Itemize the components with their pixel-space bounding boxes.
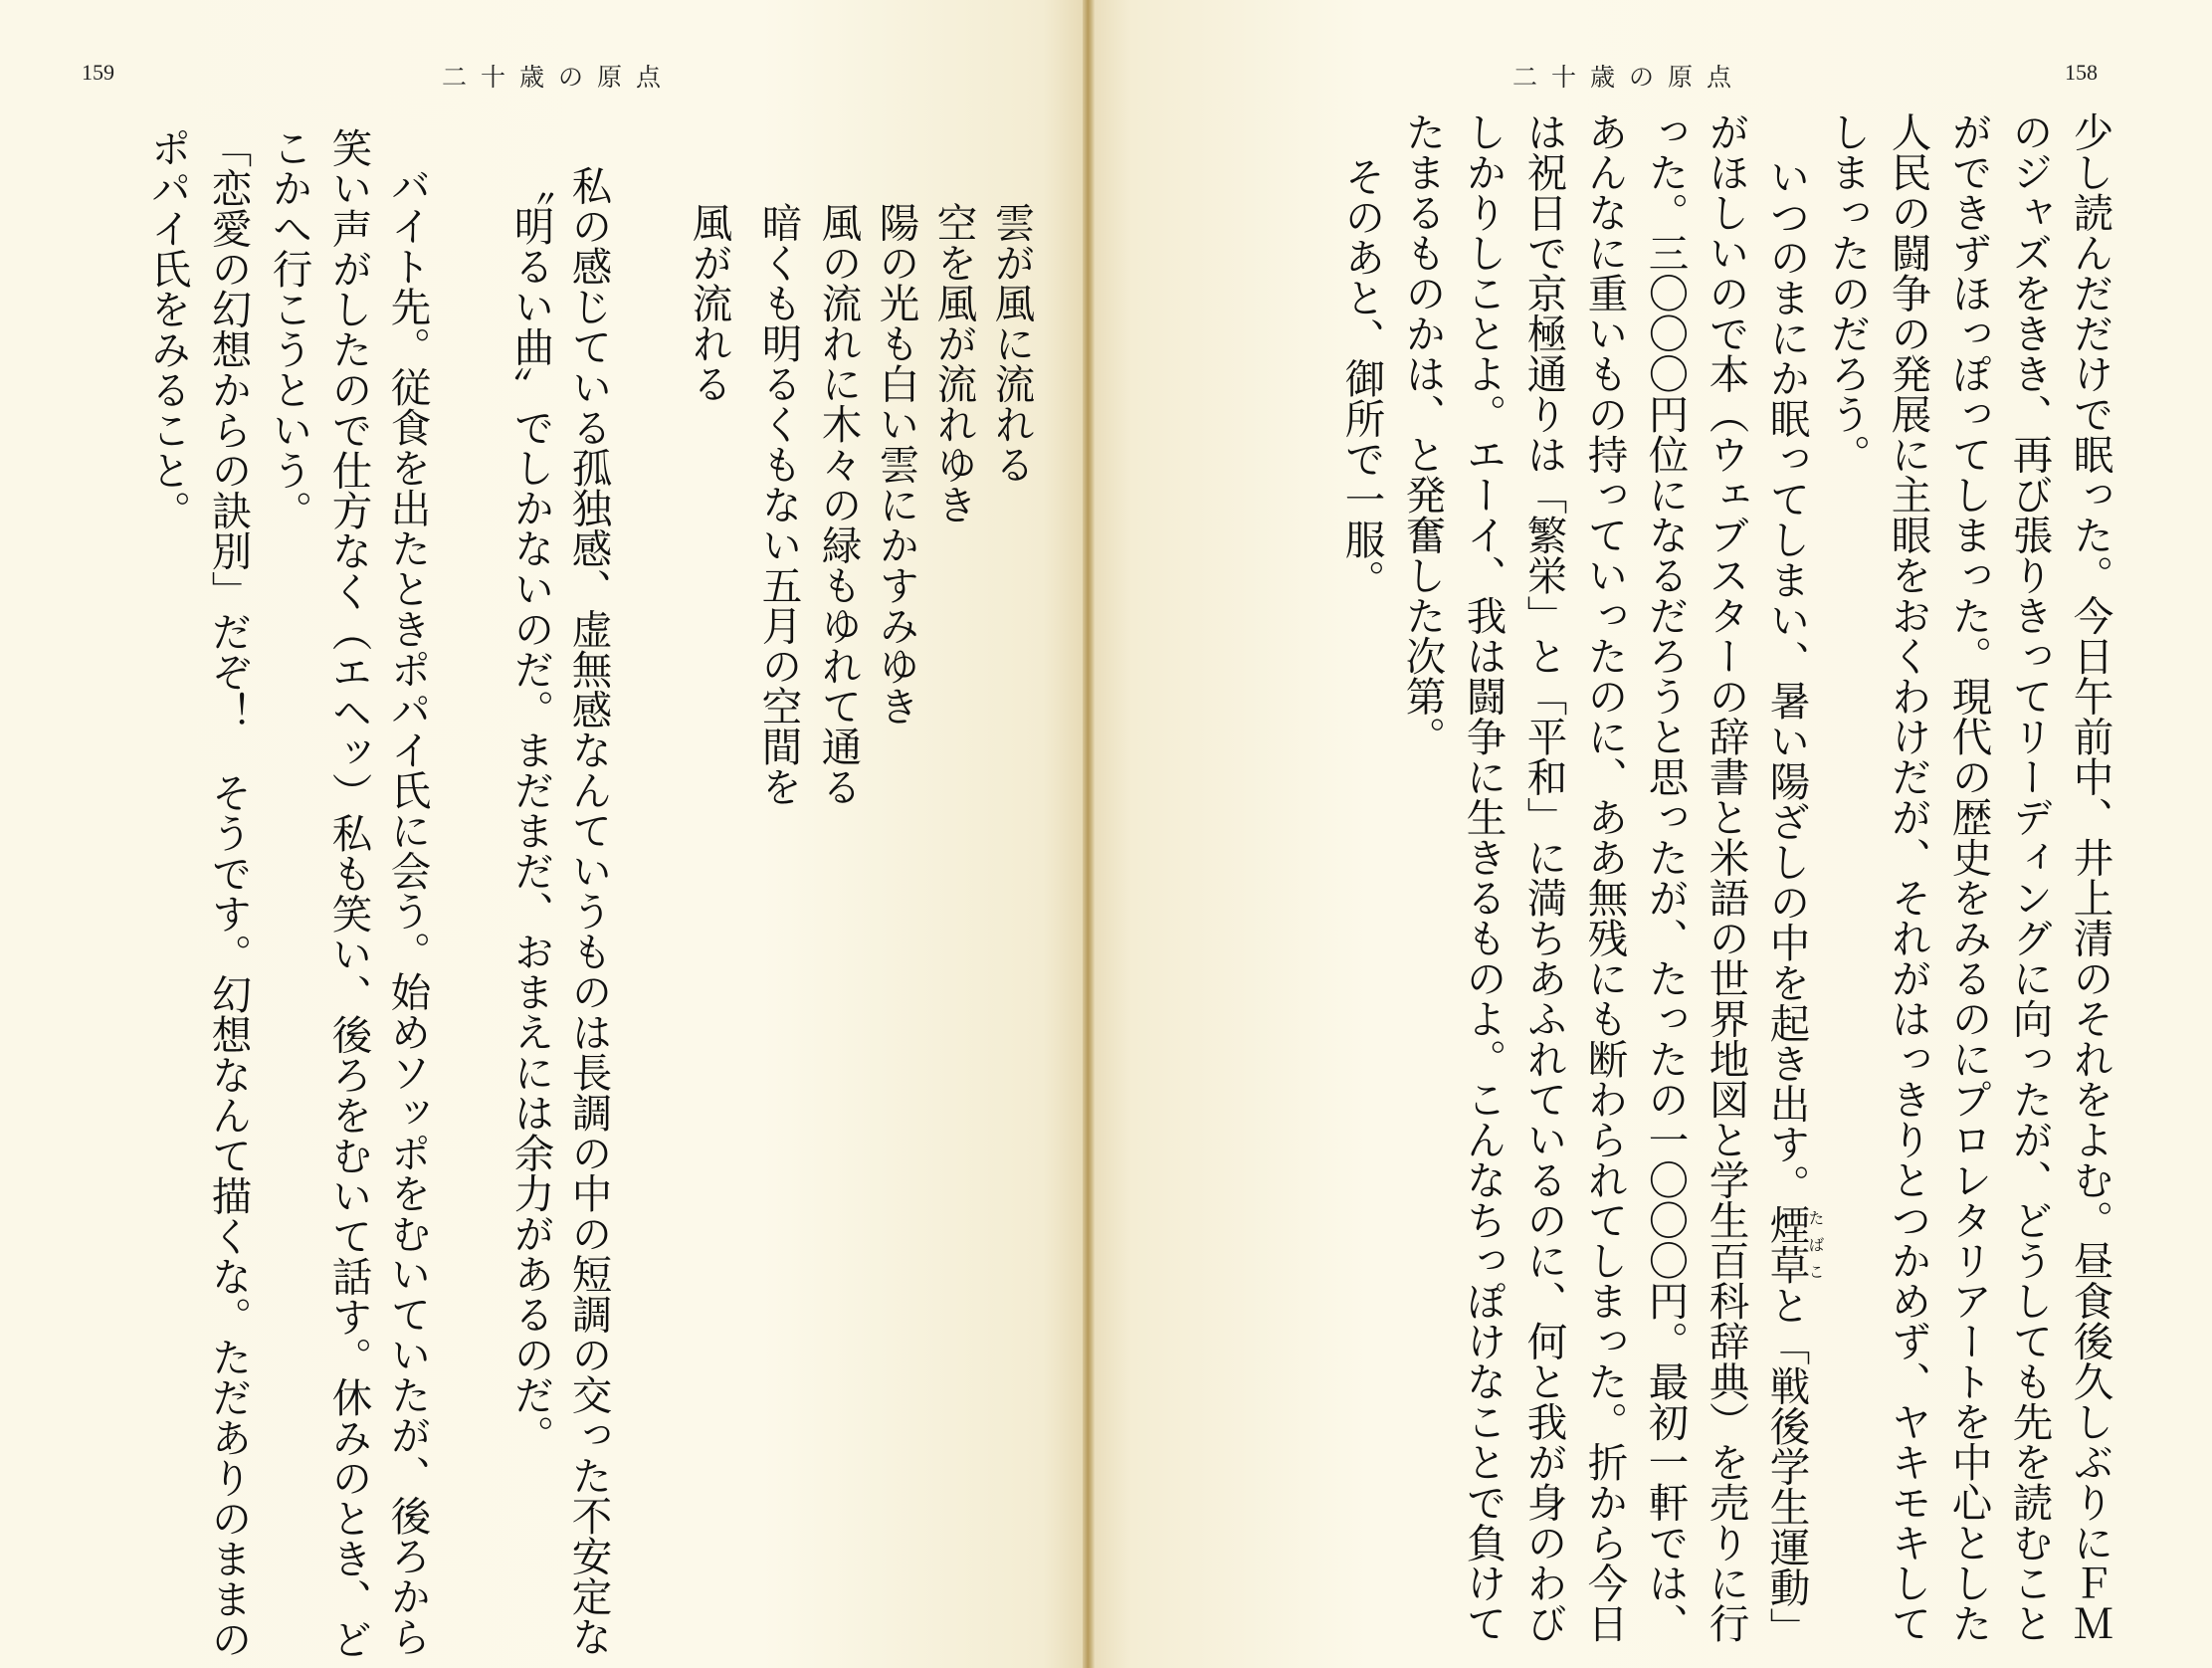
ruby-word: 煙草たばこ bbox=[1762, 1204, 1825, 1285]
text-column: ポパイ氏をみること。 bbox=[143, 127, 192, 530]
text-column: 風が流れる bbox=[685, 202, 733, 404]
text-column: しまったのだろう。 bbox=[1823, 111, 1872, 475]
text-column: った。三〇〇〇円位になるだろうと思ったが、たったの一〇〇〇円。最初一軒では、 bbox=[1641, 111, 1690, 1643]
text-column: 人民の闘争の発展に主眼をおくわけだが、それがはっきりとつかめず、ヤキモキして bbox=[1884, 111, 1932, 1643]
text-column: 私の感じている孤独感、虚無感なんていうものは長調の中の短調の交った不安定な bbox=[564, 165, 613, 1657]
text-column: たまるものかは、と発奮した次第。 bbox=[1398, 111, 1447, 756]
text-column: のジャズをきき、再び張りきってリーディングに向ったが、どうしても先を読むこと bbox=[2005, 111, 2054, 1643]
text-column: 陽の光も白い雲にかすみゆき bbox=[872, 202, 920, 727]
text-column: 笑い声がしたので仕方なく（エヘッ）私も笑い、後ろをむいて話す。休みのとき、ど bbox=[324, 127, 373, 1659]
text-column-lead: いつのまにか眠ってしまい、暑い陽ざしの中を起き出す。 bbox=[1762, 156, 1811, 1204]
running-head-left: 二十歳の原点 bbox=[442, 63, 676, 92]
text-column: は祝日で京極通りは「繁栄」と「平和」に満ちあふれているのに、何と我が身のわび bbox=[1519, 111, 1568, 1643]
text-column: 風の流れに木々の緑もゆれて通る bbox=[814, 202, 863, 807]
text-column: しかりしことよ。エーイ、我は闘争に生きるものよ。こんなちっぽけなことで負けて bbox=[1459, 111, 1508, 1643]
text-column bbox=[1762, 156, 1825, 1648]
text-column: あんなに重いもの持っていったのに、ああ無残にも断わられてしまった。折から今日 bbox=[1580, 111, 1629, 1643]
text-column: 暗くも明るくもない五月の空間を bbox=[754, 202, 803, 807]
text-column: 少し読んだだけで眠った。今日午前中、井上清のそれをよむ。昼食後久しぶりにＦＭ bbox=[2066, 111, 2114, 1643]
text-column: そのあと、御所で一服。 bbox=[1337, 156, 1386, 600]
book-gutter bbox=[1083, 0, 1095, 1668]
text-column-tail: と「戦後学生運動」 bbox=[1762, 1285, 1811, 1648]
page-number-right: 158 bbox=[2065, 60, 2098, 85]
text-column: 空を風が流れゆき bbox=[929, 202, 978, 524]
page-number-left: 159 bbox=[82, 60, 114, 85]
text-column: 雲が風に流れる bbox=[987, 202, 1036, 485]
text-column: がほしいので本（ウェブスターの辞書と米語の世界地図と学生百科辞典）を売りに行 bbox=[1702, 111, 1750, 1643]
text-column: 「恋愛の幻想からの訣別」だぞ！ そうです。幻想なんて描くな。ただありのままの bbox=[204, 127, 253, 1659]
text-column: こかへ行こうという。 bbox=[265, 127, 313, 530]
running-head-right: 二十歳の原点 bbox=[1512, 63, 1746, 92]
text-column: バイト先。従食を出たときポパイ氏に会う。始めソッポをむいていたが、後ろから bbox=[383, 165, 432, 1657]
text-column: ができずほっぽってしまった。現代の歴史をみるのにプロレタリアートを中心とした bbox=[1944, 111, 1993, 1643]
text-column: 〝明るい曲〟でしかないのだ。まだまだ、おまえには余力があるのだ。 bbox=[506, 165, 555, 1455]
